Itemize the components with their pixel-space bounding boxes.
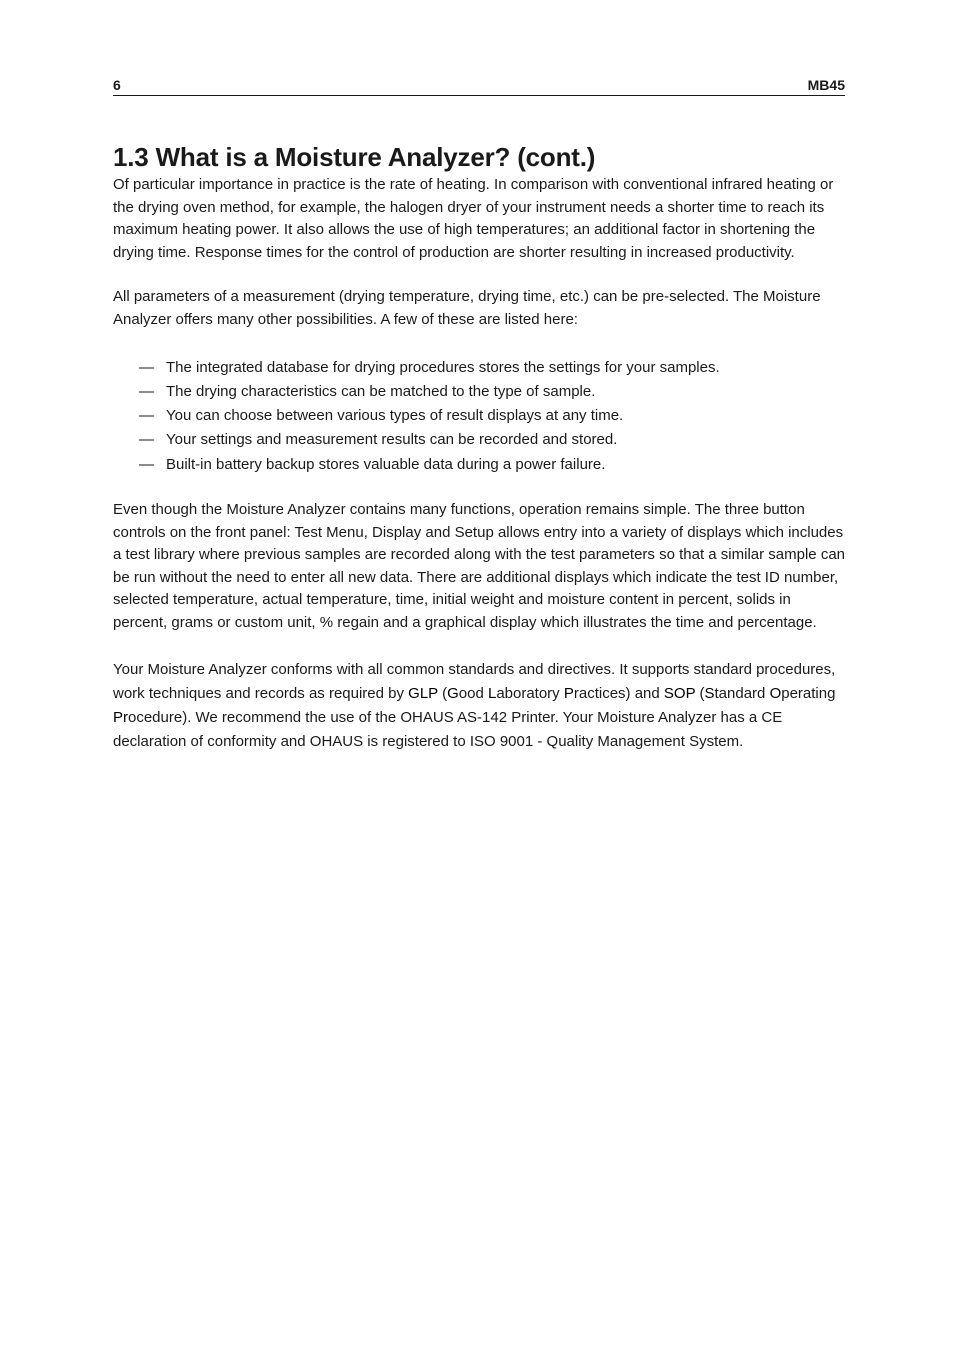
page-number: 6: [113, 77, 121, 93]
paragraph-operation: Even though the Moisture Analyzer contains many functions, operation remains simple. The three button controls on the front panel: Test Menu, Display and Setup allows entry into a variety of displays which includes a test library where previous samples are recorded along with the test parameters so that a similar sample can be run without the need to enter all new data. There are additional displays which indicate the test ID number, selected temperature, actual temperature, time, initial weight and moisture content in percent, solids in percent, grams or custom unit, % regain and a graphical display which illustrates the time and percentage.: [113, 501, 846, 632]
list-item: — You can choose between various types of result displays at any time.: [113, 404, 845, 428]
section-body: [113, 174, 845, 754]
paragraph-standards: Your Moisture Analyzer conforms with all common standards and directives. It supports standard procedures, work techniques and records as required by GLP (Good Laboratory Practices) and SOP (Standard Operating Procedure). We recommend the use of the OHAUS AS-142 Printer. Your Moisture Analyzer has a CE declaration of conformity and OHAUS is registered to ISO 9001 - Quality Management System.: [113, 660, 836, 750]
list-item: — The drying characteristics can be matched to the type of sample.: [113, 380, 845, 404]
dash-icon: —: [139, 431, 154, 449]
list-item: — The integrated database for drying procedures stores the settings for your samples.: [113, 356, 845, 380]
list-item: — Your settings and measurement results can be recorded and stored.: [113, 428, 845, 452]
dash-icon: —: [139, 358, 154, 376]
dash-icon: —: [139, 455, 154, 473]
paragraph-parameters: All parameters of a measurement (drying temperature, drying time, etc.) can be pre-selected. The Moisture Analyzer offers many other possibilities. A few of these are listed here:: [113, 288, 821, 328]
page-header: [113, 77, 845, 96]
paragraph-heating-rate: Of particular importance in practice is the rate of heating. In comparison with conventional infrared heating or the drying oven method, for example, the halogen dryer of your instrument needs a shorter time to reach its maximum heating power. It also allows the use of high temperatures; an additional factor in shortening the drying time. Response times for the control of production are shorter resulting in increased productivity.: [113, 176, 834, 261]
feature-list: [113, 356, 845, 477]
list-item: — Built-in battery backup stores valuable data during a power failure.: [113, 453, 845, 477]
model-name: MB45: [807, 77, 845, 93]
dash-icon: —: [139, 382, 154, 400]
dash-icon: —: [139, 407, 154, 425]
section-title: 1.3 What is a Moisture Analyzer? (cont.): [113, 142, 596, 172]
